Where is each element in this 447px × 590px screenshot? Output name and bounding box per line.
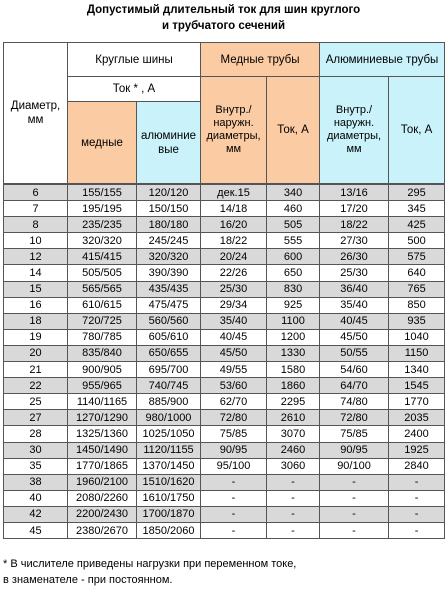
cell-copper-bar: 1270/1290 <box>68 410 137 426</box>
table-row <box>4 265 445 281</box>
cell-cu-tube-current: 1580 <box>267 362 320 378</box>
current-table <box>3 42 445 539</box>
cell-cu-tube-current: 830 <box>267 281 320 297</box>
cell-al-tube-diameters: 72/80 <box>320 410 389 426</box>
cell-copper-bar: 155/155 <box>68 185 137 201</box>
cell-cu-tube-diameters: 75/85 <box>201 426 267 442</box>
cell-copper-bar: 505/505 <box>68 265 137 281</box>
cell-copper-bar: 610/615 <box>68 297 137 313</box>
header-inner-outer-al: Внутр./ наружн. диаметры, мм <box>320 77 389 184</box>
cell-cu-tube-current: 555 <box>267 233 320 249</box>
cell-copper-bar: 1450/1490 <box>68 442 137 458</box>
cell-al-tube-current: 1340 <box>389 362 445 378</box>
cell-cu-tube-diameters: 16/20 <box>201 217 267 233</box>
cell-cu-tube-current: 3070 <box>267 426 320 442</box>
cell-cu-tube-current: - <box>267 474 320 490</box>
cell-al-tube-current: - <box>389 474 445 490</box>
cell-aluminum-bar: 1025/1050 <box>137 426 201 442</box>
cell-cu-tube-current: 1100 <box>267 313 320 329</box>
cell-cu-tube-current: 1860 <box>267 378 320 394</box>
cell-cu-tube-diameters: 29/34 <box>201 297 267 313</box>
cell-cu-tube-diameters: - <box>201 522 267 538</box>
cell-diameter: 18 <box>4 313 68 329</box>
cell-al-tube-diameters: 45/50 <box>320 329 389 345</box>
cell-cu-tube-diameters: 35/40 <box>201 313 267 329</box>
header-aluminum-tubes: Алюминиевые трубы <box>320 43 445 77</box>
cell-cu-tube-current: 3060 <box>267 458 320 474</box>
cell-al-tube-current: - <box>389 490 445 506</box>
cell-copper-bar: 955/965 <box>68 378 137 394</box>
table-row <box>4 442 445 458</box>
table-row <box>4 426 445 442</box>
table-row <box>4 410 445 426</box>
table-row <box>4 233 445 249</box>
cell-al-tube-diameters: - <box>320 474 389 490</box>
table-row <box>4 458 445 474</box>
cell-cu-tube-current: 2295 <box>267 394 320 410</box>
table-header <box>4 43 445 185</box>
cell-aluminum-bar: 245/245 <box>137 233 201 249</box>
cell-cu-tube-current: - <box>267 506 320 522</box>
cell-aluminum-bar: 475/475 <box>137 297 201 313</box>
cell-diameter: 8 <box>4 217 68 233</box>
title-line-2: и трубчатого сечений <box>161 20 286 32</box>
cell-copper-bar: 415/415 <box>68 249 137 265</box>
table-body <box>4 185 445 539</box>
cell-al-tube-current: 345 <box>389 201 445 217</box>
cell-copper-bar: 780/785 <box>68 329 137 345</box>
cell-aluminum-bar: 740/745 <box>137 378 201 394</box>
table-row <box>4 329 445 345</box>
cell-al-tube-current: 1150 <box>389 345 445 361</box>
cell-al-tube-current: - <box>389 506 445 522</box>
cell-aluminum-bar: 560/560 <box>137 313 201 329</box>
cell-cu-tube-current: 600 <box>267 249 320 265</box>
cell-al-tube-current: 575 <box>389 249 445 265</box>
header-diameter: Диаметр, мм <box>4 43 68 184</box>
cell-cu-tube-diameters: 22/26 <box>201 265 267 281</box>
cell-diameter: 27 <box>4 410 68 426</box>
cell-cu-tube-current: - <box>267 490 320 506</box>
cell-al-tube-diameters: 40/45 <box>320 313 389 329</box>
cell-aluminum-bar: 650/655 <box>137 345 201 361</box>
cell-cu-tube-current: 340 <box>267 185 320 201</box>
footnote-line-1: * В числителе приведены нагрузки при переменном токе, <box>3 558 297 570</box>
cell-al-tube-current: - <box>389 522 445 538</box>
header-current: Ток * , А <box>68 77 201 102</box>
cell-cu-tube-diameters: 25/30 <box>201 281 267 297</box>
cell-cu-tube-diameters: 49/55 <box>201 362 267 378</box>
cell-cu-tube-current: 505 <box>267 217 320 233</box>
cell-al-tube-diameters: - <box>320 490 389 506</box>
title-line-1: Допустимый длительный ток для шин круглого <box>86 4 361 16</box>
cell-al-tube-diameters: 17/20 <box>320 201 389 217</box>
cell-al-tube-diameters: 27/30 <box>320 233 389 249</box>
cell-al-tube-diameters: 18/22 <box>320 217 389 233</box>
cell-al-tube-current: 2400 <box>389 426 445 442</box>
table-row <box>4 201 445 217</box>
cell-cu-tube-diameters: - <box>201 490 267 506</box>
cell-diameter: 40 <box>4 490 68 506</box>
cell-cu-tube-current: 2460 <box>267 442 320 458</box>
table-title <box>0 2 447 34</box>
cell-cu-tube-current: 460 <box>267 201 320 217</box>
cell-diameter: 35 <box>4 458 68 474</box>
table-row <box>4 313 445 329</box>
cell-aluminum-bar: 1850/2060 <box>137 522 201 538</box>
cell-copper-bar: 320/320 <box>68 233 137 249</box>
header-copper: медные <box>68 102 137 184</box>
table-row <box>4 345 445 361</box>
cell-copper-bar: 2380/2670 <box>68 522 137 538</box>
cell-aluminum-bar: 120/120 <box>137 185 201 201</box>
table-row <box>4 249 445 265</box>
cell-cu-tube-diameters: 53/60 <box>201 378 267 394</box>
cell-copper-bar: 1960/2100 <box>68 474 137 490</box>
cell-al-tube-diameters: - <box>320 522 389 538</box>
cell-al-tube-diameters: - <box>320 506 389 522</box>
cell-al-tube-current: 1040 <box>389 329 445 345</box>
cell-diameter: 7 <box>4 201 68 217</box>
cell-diameter: 6 <box>4 185 68 201</box>
cell-cu-tube-diameters: 62/70 <box>201 394 267 410</box>
cell-copper-bar: 1140/1165 <box>68 394 137 410</box>
cell-diameter: 10 <box>4 233 68 249</box>
table-row <box>4 297 445 313</box>
cell-diameter: 28 <box>4 426 68 442</box>
cell-copper-bar: 235/235 <box>68 217 137 233</box>
cell-aluminum-bar: 695/700 <box>137 362 201 378</box>
cell-aluminum-bar: 1510/1620 <box>137 474 201 490</box>
header-current-al: Ток, А <box>389 77 445 184</box>
header-aluminum: алюминие вые <box>137 102 201 184</box>
header-round-bars: Круглые шины <box>68 43 201 77</box>
cell-diameter: 30 <box>4 442 68 458</box>
cell-cu-tube-current: 925 <box>267 297 320 313</box>
cell-al-tube-current: 500 <box>389 233 445 249</box>
cell-cu-tube-diameters: 40/45 <box>201 329 267 345</box>
header-copper-tubes: Медные трубы <box>201 43 320 77</box>
cell-al-tube-diameters: 90/100 <box>320 458 389 474</box>
cell-aluminum-bar: 605/610 <box>137 329 201 345</box>
footnote <box>3 556 447 588</box>
cell-cu-tube-current: 1200 <box>267 329 320 345</box>
cell-al-tube-current: 640 <box>389 265 445 281</box>
cell-copper-bar: 2200/2430 <box>68 506 137 522</box>
cell-aluminum-bar: 320/320 <box>137 249 201 265</box>
cell-aluminum-bar: 180/180 <box>137 217 201 233</box>
cell-diameter: 25 <box>4 394 68 410</box>
cell-al-tube-current: 1770 <box>389 394 445 410</box>
table-row <box>4 506 445 522</box>
cell-diameter: 21 <box>4 362 68 378</box>
cell-cu-tube-diameters: 18/22 <box>201 233 267 249</box>
cell-al-tube-current: 425 <box>389 217 445 233</box>
cell-diameter: 20 <box>4 345 68 361</box>
cell-cu-tube-diameters: - <box>201 474 267 490</box>
table-row <box>4 394 445 410</box>
cell-aluminum-bar: 1610/1750 <box>137 490 201 506</box>
cell-diameter: 12 <box>4 249 68 265</box>
header-inner-outer-cu: Внутр./ наружн. диаметры, мм <box>201 77 267 184</box>
cell-copper-bar: 900/905 <box>68 362 137 378</box>
cell-aluminum-bar: 980/1000 <box>137 410 201 426</box>
cell-aluminum-bar: 1120/1155 <box>137 442 201 458</box>
table-row <box>4 474 445 490</box>
cell-diameter: 22 <box>4 378 68 394</box>
cell-aluminum-bar: 435/435 <box>137 281 201 297</box>
cell-al-tube-diameters: 25/30 <box>320 265 389 281</box>
cell-cu-tube-diameters: 72/80 <box>201 410 267 426</box>
table-row <box>4 362 445 378</box>
cell-copper-bar: 1325/1360 <box>68 426 137 442</box>
cell-al-tube-diameters: 50/55 <box>320 345 389 361</box>
cell-copper-bar: 195/195 <box>68 201 137 217</box>
cell-copper-bar: 2080/2260 <box>68 490 137 506</box>
cell-cu-tube-current: 650 <box>267 265 320 281</box>
cell-diameter: 16 <box>4 297 68 313</box>
cell-al-tube-current: 2035 <box>389 410 445 426</box>
cell-cu-tube-diameters: дек.15 <box>201 185 267 201</box>
cell-al-tube-current: 1925 <box>389 442 445 458</box>
cell-cu-tube-diameters: - <box>201 506 267 522</box>
cell-copper-bar: 720/725 <box>68 313 137 329</box>
cell-al-tube-current: 935 <box>389 313 445 329</box>
cell-al-tube-diameters: 26/30 <box>320 249 389 265</box>
cell-aluminum-bar: 885/900 <box>137 394 201 410</box>
cell-cu-tube-diameters: 14/18 <box>201 201 267 217</box>
header-current-cu: Ток, А <box>267 77 320 184</box>
cell-cu-tube-current: 2610 <box>267 410 320 426</box>
cell-diameter: 45 <box>4 522 68 538</box>
cell-copper-bar: 835/840 <box>68 345 137 361</box>
cell-al-tube-current: 850 <box>389 297 445 313</box>
table-row <box>4 185 445 201</box>
cell-aluminum-bar: 1370/1450 <box>137 458 201 474</box>
table-row <box>4 378 445 394</box>
cell-copper-bar: 1770/1865 <box>68 458 137 474</box>
cell-aluminum-bar: 150/150 <box>137 201 201 217</box>
cell-cu-tube-diameters: 90/95 <box>201 442 267 458</box>
cell-cu-tube-current: 1330 <box>267 345 320 361</box>
cell-al-tube-diameters: 75/85 <box>320 426 389 442</box>
table-row <box>4 281 445 297</box>
cell-diameter: 38 <box>4 474 68 490</box>
cell-aluminum-bar: 1700/1870 <box>137 506 201 522</box>
cell-al-tube-diameters: 13/16 <box>320 185 389 201</box>
cell-al-tube-current: 1545 <box>389 378 445 394</box>
table-row <box>4 217 445 233</box>
cell-al-tube-diameters: 64/70 <box>320 378 389 394</box>
cell-cu-tube-diameters: 95/100 <box>201 458 267 474</box>
cell-diameter: 14 <box>4 265 68 281</box>
cell-copper-bar: 565/565 <box>68 281 137 297</box>
cell-diameter: 15 <box>4 281 68 297</box>
table-row <box>4 522 445 538</box>
cell-aluminum-bar: 390/390 <box>137 265 201 281</box>
cell-al-tube-current: 765 <box>389 281 445 297</box>
cell-al-tube-diameters: 90/95 <box>320 442 389 458</box>
cell-cu-tube-current: - <box>267 522 320 538</box>
cell-cu-tube-diameters: 45/50 <box>201 345 267 361</box>
table-row <box>4 490 445 506</box>
cell-cu-tube-diameters: 20/24 <box>201 249 267 265</box>
cell-diameter: 19 <box>4 329 68 345</box>
cell-al-tube-diameters: 36/40 <box>320 281 389 297</box>
cell-al-tube-diameters: 74/80 <box>320 394 389 410</box>
cell-al-tube-diameters: 35/40 <box>320 297 389 313</box>
cell-diameter: 42 <box>4 506 68 522</box>
cell-al-tube-current: 2840 <box>389 458 445 474</box>
cell-al-tube-current: 295 <box>389 185 445 201</box>
footnote-line-2: в знаменателе - при постоянном. <box>3 574 173 586</box>
cell-al-tube-diameters: 54/60 <box>320 362 389 378</box>
